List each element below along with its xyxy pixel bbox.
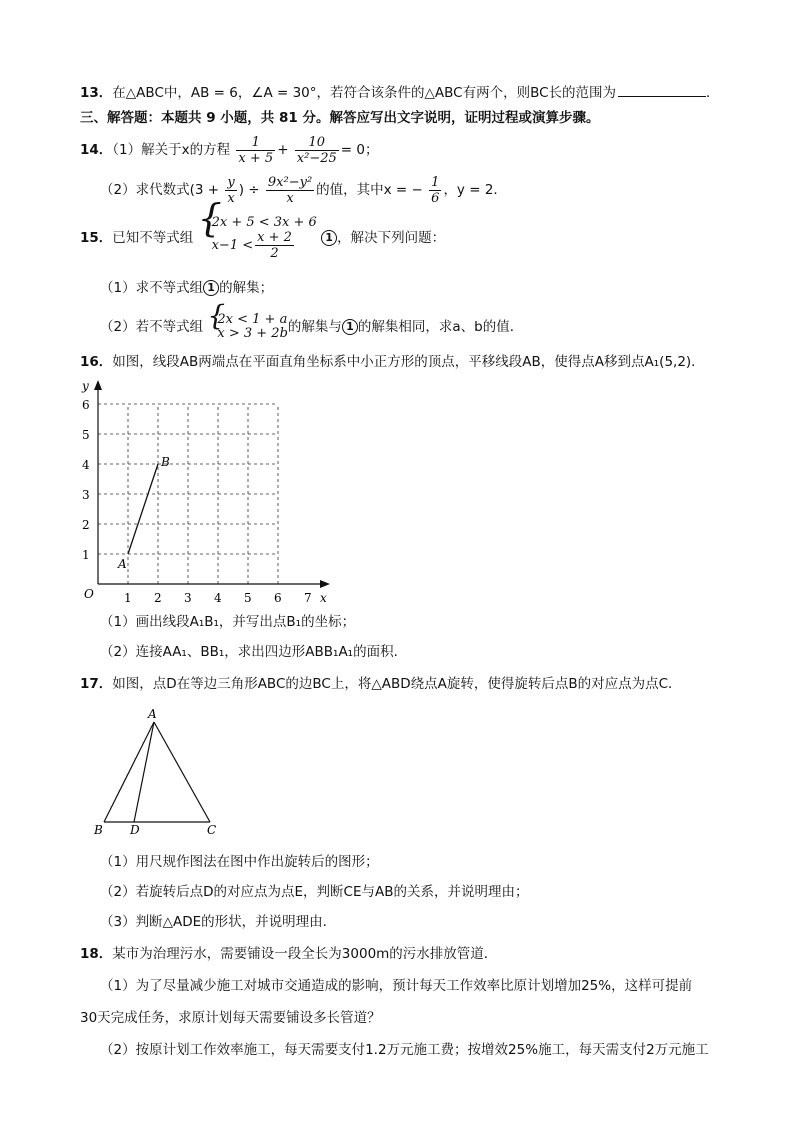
q17-number: 17． [80, 676, 113, 692]
q16-x-tick-label: 5 [244, 591, 252, 605]
q15-row2-frac [255, 230, 294, 261]
q15-mark-1: 1 [321, 230, 337, 246]
q14-p2-post2: ，y = 2． [443, 182, 507, 198]
q15-row2-den: 2 [270, 245, 279, 261]
q16-part2: （2）连接AA₁、BB₁，求出四边形ABB₁A₁的面积． [100, 644, 408, 660]
q16-x-tick-label: 6 [274, 591, 282, 605]
q14-frac5-den: 6 [431, 190, 440, 206]
q16-x-arrow [320, 580, 330, 588]
q14-frac5 [429, 175, 441, 206]
q18-part2: （2）按原计划工作效率施工，每天需要支付1.2万元施工费；按增效25%施工，每天需支付2万元施工 [100, 1042, 709, 1058]
q16-y-arrow [94, 380, 102, 390]
q18-line [80, 944, 497, 964]
q14-frac3 [225, 175, 236, 206]
q14-p1-pre: （1）解关于x的方程 [112, 142, 231, 158]
q16-x-tick-label: 7 [304, 591, 312, 605]
q15-brace: { [197, 195, 222, 240]
q15-post: ，解决下列问题： [337, 230, 446, 246]
q15-p1-post: 的解集； [219, 280, 274, 296]
q16-y-label: y [82, 379, 89, 393]
q14-part2 [100, 172, 507, 208]
q14-p2-post1: 的值，其中x = − [316, 182, 423, 198]
q17-part2: （2）若旋转后点D的对应点为点E，判断CE与AB的关系，并说明理由； [100, 884, 529, 900]
q16-part1: （1）画出线段A₁B₁，并写出点B₁的坐标； [100, 614, 356, 630]
q14-p2-pre: （2）求代数式(3 + [100, 182, 220, 198]
q16-y-tick-label: 4 [82, 458, 90, 472]
q15-row2 [212, 230, 317, 261]
q14-p1-post: = 0； [340, 142, 379, 158]
q14-frac2-num: 10 [295, 135, 339, 151]
q17-part1: （1）用尺规作图法在图中作出旋转后的图形； [100, 854, 379, 870]
q13-answer-blank[interactable] [618, 82, 706, 97]
q16-x-label: x [320, 591, 327, 605]
q16-line [80, 352, 705, 372]
q15-p1-pre: （1）求不等式组 [100, 280, 204, 296]
q16-number: 16． [80, 354, 113, 370]
q15-number: 15． [80, 230, 113, 246]
q16-y-tick-label: 6 [82, 398, 90, 412]
q14-number: 14． [80, 142, 113, 158]
q16-x-tick-label: 2 [154, 591, 162, 605]
q14-frac4 [266, 175, 314, 206]
q13-end: ． [706, 85, 720, 101]
q13-text: 在△ABC中，AB = 6，∠A = 30°，若符合该条件的△ABC有两个，则BC长的范围为 [112, 85, 617, 101]
q15-part1 [100, 278, 273, 298]
q18-text: 某市为治理污水，需要铺设一段全长为3000m的污水排放管道． [112, 946, 498, 962]
q16-x-tick-label: 1 [124, 591, 132, 605]
q15-row2-num: x + 2 [257, 229, 292, 245]
q16-grid-figure [78, 376, 338, 606]
q16-y-tick-label: 2 [82, 518, 90, 532]
q15-p2-brace: { [207, 299, 226, 332]
q18-part1a: （1）为了尽量减少施工对城市交通造成的影响，预计每天工作效率比原计划增加25%，这样可提前 [100, 978, 693, 994]
q15-row1: 2x + 5 < 3x + 6 [211, 214, 317, 230]
q13-number: 13． [80, 85, 113, 101]
q17-label-a: A [148, 707, 157, 721]
q14-plus: + [277, 142, 289, 158]
q14-frac3-den: x [227, 190, 235, 206]
q16-origin-label: O [84, 587, 94, 601]
q15-p1-mark: 1 [203, 280, 219, 296]
section3-title: 三、解答题：本题共 9 小题，共 81 分。解答应写出文字说明，证明过程或演算步骤。 [80, 110, 600, 126]
q15-p2-post: 的解集相同，求a、b的值． [357, 319, 524, 335]
q15-p2-system [207, 299, 288, 341]
q13-line [80, 82, 720, 103]
q17-line [80, 674, 682, 694]
q15-system [197, 195, 317, 261]
q15-row2-pre: x−1 < [211, 237, 254, 253]
q16-x-tick-label: 3 [184, 591, 192, 605]
q17-side-ab [104, 722, 154, 822]
q15-p2-row2: x > 3 + 2b [217, 326, 288, 341]
q14-frac4-den: x [286, 190, 294, 206]
q17-label-b: B [94, 823, 103, 837]
q16-text: 如图，线段AB两端点在平面直角坐标系中小正方形的顶点，平移线段AB，使得点A移到点A₁(5,2)． [112, 354, 705, 370]
q14-p2-mid: ) ÷ [238, 182, 260, 198]
q15-p2-pre: （2）若不等式组 [100, 319, 204, 335]
q17-part3: （3）判断△ADE的形状，并说明理由． [100, 914, 337, 930]
q14-frac1 [236, 135, 275, 166]
q16-y-tick-label: 3 [82, 488, 90, 502]
q15-p2-mid: 的解集与 [287, 319, 342, 335]
q17-label-c: C [207, 823, 217, 837]
q14-frac1-num: 1 [236, 135, 275, 151]
q16-y-tick-label: 1 [82, 548, 90, 562]
q14-frac3-num: y [227, 174, 235, 190]
q16-point-b-label: B [161, 455, 170, 469]
q16-y-tick-label: 5 [82, 428, 90, 442]
q16-point-a-label: A [118, 557, 127, 571]
q15-part2 [100, 299, 524, 342]
q14-frac2 [295, 135, 339, 166]
q18-part1b: 30天完成任务，求原计划每天需要铺设多长管道？ [80, 1010, 381, 1026]
q17-label-d: D [130, 823, 140, 837]
q15-p2-mark: 1 [342, 319, 358, 335]
q18-number: 18． [80, 946, 113, 962]
q17-text: 如图，点D在等边三角形ABC的边BC上，将△ABD绕点A旋转，使得旋转后点B的对应点为点C． [112, 676, 682, 692]
q15-line [80, 195, 446, 262]
q14-frac2-den: x²−25 [296, 150, 337, 166]
q14-frac1-den: x + 5 [238, 150, 274, 166]
q15-p2-row1: 2x < 1 + a [217, 312, 288, 327]
q14-frac4-num: 9x²−y² [267, 174, 313, 190]
q17-segment-ad [134, 722, 154, 822]
q17-side-ac [154, 722, 210, 822]
q16-x-tick-label: 4 [214, 591, 222, 605]
q17-triangle-figure [90, 700, 230, 840]
q14-frac5-num: 1 [431, 174, 440, 190]
q16-segment-ab [128, 464, 158, 554]
q15-pre: 已知不等式组 [112, 230, 194, 246]
q14-part1 [80, 132, 378, 168]
